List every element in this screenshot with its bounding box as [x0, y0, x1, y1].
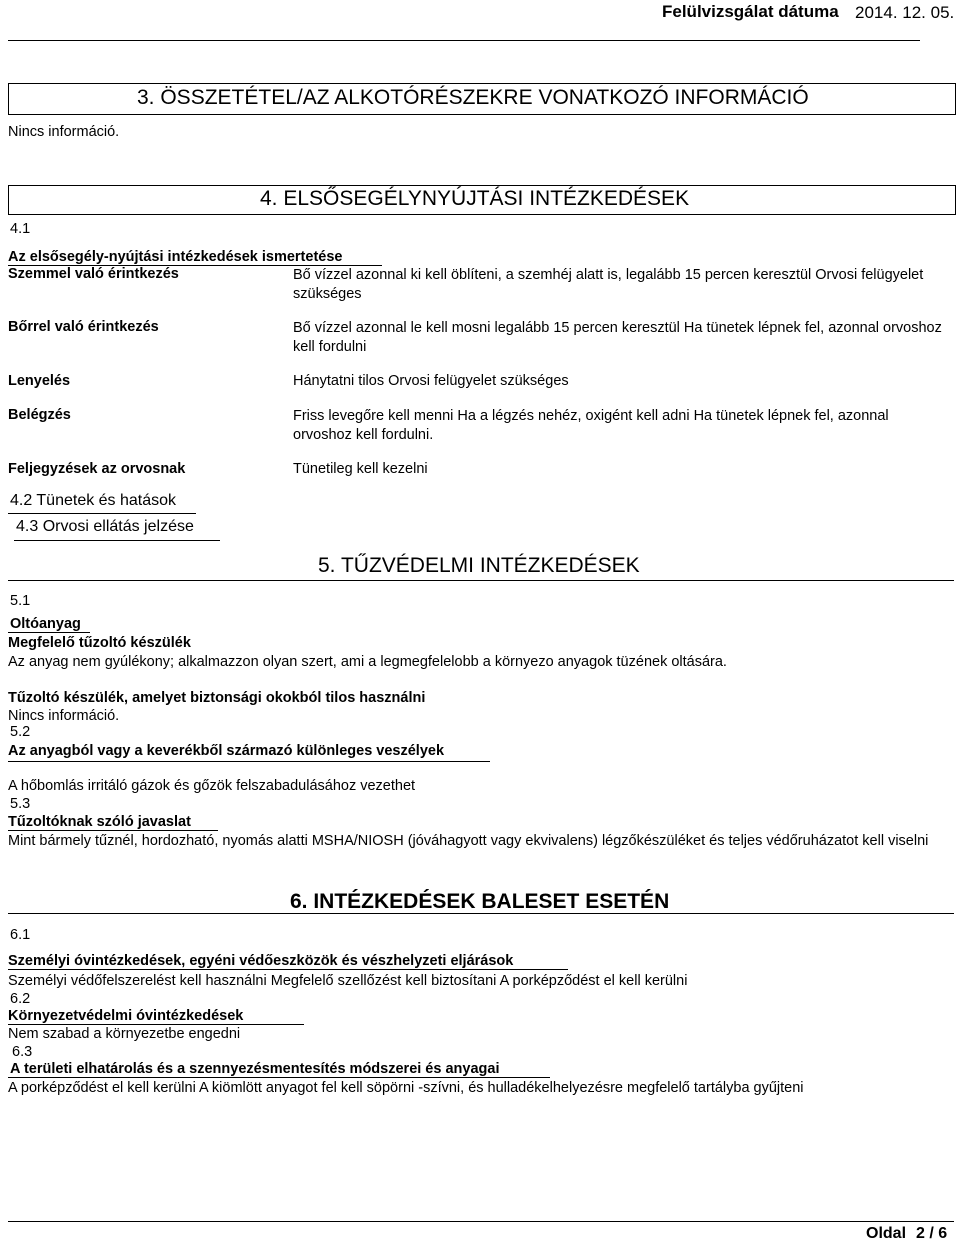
- section6-title-rule: [8, 913, 954, 914]
- section4-title: 4. ELSŐSEGÉLYNYÚJTÁSI INTÉZKEDÉSEK: [260, 187, 690, 210]
- section6-title: 6. INTÉZKEDÉSEK BALESET ESETÉN: [290, 890, 670, 913]
- section4-sub3: 4.3 Orvosi ellátás jelzése: [16, 518, 194, 535]
- page-number: 2 / 6: [916, 1225, 948, 1242]
- section5-title-rule: [8, 580, 954, 581]
- section6-sub3-number: 6.3: [12, 1044, 33, 1060]
- first-aid-text-eye: Bő vízzel azonnal ki kell öblíteni, a szemhéj alatt is, legalább 15 percen keresztül Orvosi felügyelet szükséges: [293, 267, 924, 302]
- first-aid-label-skin: Bőrrel való érintkezés: [8, 319, 159, 335]
- section6-sub1-underline: [8, 969, 568, 970]
- first-aid-text-ingestion: Hánytatni tilos Orvosi felügyelet szükséges: [293, 373, 569, 389]
- section6-sub2-title: Környezetvédelmi óvintézkedések: [8, 1008, 244, 1024]
- section5-sub2-title: Az anyagból vagy a keverékből származó különleges veszélyek: [8, 743, 445, 759]
- section5-suitable-text: Az anyag nem gyúlékony; alkalmazzon olyan szert, ami a legmegfelelobb a környezo anyagok tüzének oltására.: [8, 654, 727, 670]
- section6-sub1-title: Személyi óvintézkedések, egyéni védőeszközök és vészhelyzeti eljárások: [8, 953, 514, 969]
- section5-sub2-underline: [8, 761, 490, 762]
- first-aid-label-ingestion: Lenyelés: [8, 373, 71, 389]
- first-aid-text-inhalation: Friss levegőre kell menni Ha a légzés nehéz, oxigént kell adni Ha tünetek lépnek fel, azonnal orvoshoz kell fordulni.: [293, 408, 889, 443]
- first-aid-label-eye: Szemmel való érintkezés: [8, 266, 179, 282]
- first-aid-text-physician: Tünetileg kell kezelni: [293, 461, 428, 477]
- section5-sub2-text: A hőbomlás irritáló gázok és gőzök felszabadulásához vezethet: [8, 778, 416, 794]
- section4-sub2-underline: [8, 513, 196, 514]
- section6-sub1-text: Személyi védőfelszerelést kell használni Megfelelő szellőzést kell biztosítani A porképződést el kell kerülni: [8, 973, 688, 989]
- section5-sub3-text: Mint bármely tűznél, hordozható, nyomás alatti MSHA/NIOSH (jóváhagyott vagy ekvivalens) légzőkészüléket és teljes védőruházatot kell viselni: [8, 833, 929, 849]
- section5-sub3-title: Tűzoltóknak szóló javaslat: [8, 814, 191, 830]
- section3-text: Nincs információ.: [8, 124, 120, 140]
- section5-unsuitable-text: Nincs információ.: [8, 708, 120, 724]
- section6-sub3-title: A területi elhatárolás és a szennyezésmentesítés módszerei és anyagai: [10, 1061, 500, 1077]
- section4-sub2: 4.2 Tünetek és hatások: [10, 492, 177, 509]
- footer-rule: [8, 1221, 954, 1222]
- section5-unsuitable-title: Tűzoltó készülék, amelyet biztonsági okokból tilos használni: [8, 690, 426, 706]
- section5-title: 5. TŰZVÉDELMI INTÉZKEDÉSEK: [318, 554, 640, 577]
- section4-sub1-number: 4.1: [10, 221, 31, 237]
- first-aid-label-physician: Feljegyzések az orvosnak: [8, 461, 186, 477]
- section4-sub1-title: Az elsősegély-nyújtási intézkedések ismertetése: [8, 249, 343, 265]
- section6-sub1-number: 6.1: [10, 927, 31, 943]
- header-rule: [8, 40, 920, 41]
- section5-sub3-underline: [8, 830, 218, 831]
- section5-sub2-number: 5.2: [10, 724, 31, 740]
- section4-sub3-underline: [14, 540, 220, 541]
- section5-sub1-underline: [8, 632, 90, 633]
- section6-sub3-text: A porképződést el kell kerülni A kiömlött anyagot fel kell söpörni -szívni, és hulladékelhelyezésre megfelelő tartályba gyűjteni: [8, 1080, 804, 1096]
- section5-sub3-number: 5.3: [10, 796, 31, 812]
- page-label: Oldal: [866, 1225, 907, 1242]
- section5-sub1-title: Oltóanyag: [10, 616, 81, 632]
- section6-sub2-underline: [8, 1024, 304, 1025]
- review-date: 2014. 12. 05.: [855, 3, 955, 22]
- section6-sub2-number: 6.2: [10, 991, 31, 1007]
- section3-title: 3. ÖSSZETÉTEL/AZ ALKOTÓRÉSZEKRE VONATKOZÓ INFORMÁCIÓ: [137, 86, 809, 109]
- section6-sub2-text: Nem szabad a környezetbe engedni: [8, 1026, 241, 1042]
- review-date-label: Felülvizsgálat dátuma: [662, 2, 839, 21]
- first-aid-text-skin: Bő vízzel azonnal le kell mosni legalább 15 percen keresztül Ha tünetek lépnek fel, azonnal orvoshoz kell fordulni: [293, 320, 942, 355]
- section5-sub1-number: 5.1: [10, 593, 31, 609]
- first-aid-label-inhalation: Belégzés: [8, 407, 71, 423]
- section5-suitable-title: Megfelelő tűzoltó készülék: [8, 635, 191, 651]
- section6-sub3-underline: [8, 1077, 550, 1078]
